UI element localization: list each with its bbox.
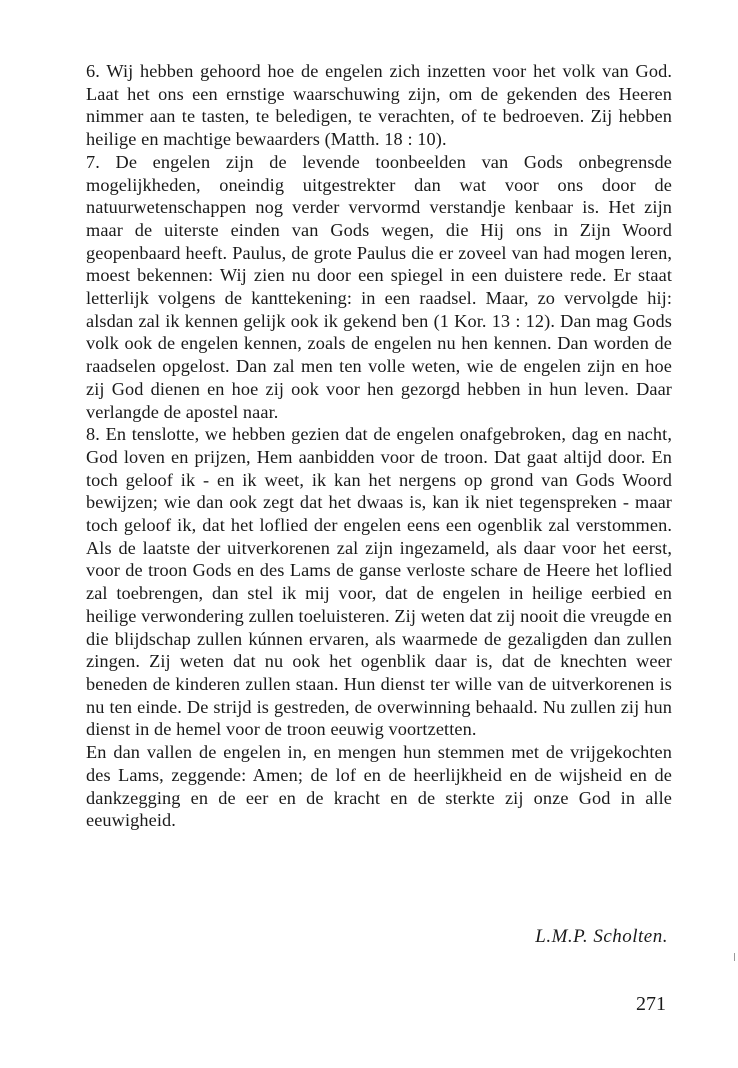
page-number: 271 [636,993,666,1015]
body-text [86,60,672,832]
paragraph-8: 8. En tenslotte, we hebben gezien dat de engelen onafgebroken, dag en nacht, God loven en prijzen, Hem aanbidden voor de troon. Dat gaat altijd door. En toch geloof ik - en ik weet, ik kan het nergens op grond van Gods Woord bewijzen; wie dan ook zegt dat het dwaas is, kan ik niet tegenspreken - maar toch geloof ik, dat het loflied der engelen eens een ogenblik zal verstommen. Als de laatste der uitverkorenen zal zijn ingezameld, als daar voor het eerst, voor de troon Gods en des Lams de ganse verloste schare de Heere het loflied zal toebrengen, dan stel ik mij voor, dat de engelen in heilige eerbied en heilige verwondering zullen toeluisteren. Zij weten dat zij nooit die vreugde en die blijdschap zullen kúnnen ervaren, als waarmede de gezaligden dan zullen zingen. Zij weten dat nu ook het ogenblik daar is, dat de knechten weer beneden de kinderen zullen staan. Hun dienst ter wille van de uitverkorenen is nu ten einde. De strijd is gestreden, de overwinning behaald. Nu zullen zij hun dienst in de hemel voor de troon eeuwig voortzetten. [86,424,672,740]
author-signature: L.M.P. Scholten. [535,926,668,947]
margin-mark [734,953,735,961]
paragraph-6: 6. Wij hebben gehoord hoe de engelen zich inzetten voor het volk van God. Laat het ons een ernstige waarschuwing zijn, om de gekenden des Heeren nimmer aan te tasten, te beledigen, te verachten, of te bedroeven. Zij hebben heilige en machtige bewaarders (Matth. 18 : 10). [86,61,672,150]
paragraph-closing: En dan vallen de engelen in, en mengen hun stemmen met de vrijgekochten des Lams, zeggende: Amen; de lof en de heerlijkheid en de wijsheid en de dankzegging en de eer en de kracht en de sterkte zij onze God in alle eeuwigheid. [86,742,672,831]
paragraph-7: 7. De engelen zijn de levende toonbeelden van Gods onbegrensde mogelijkheden, oneindig uitgestrekter dan wat voor ons door de natuurwetenschappen nog verder vervormd verstandje kenbaar is. Het zijn maar de uiterste einden van Gods wegen, die Hij ons in Zijn Woord geopenbaard heeft. Paulus, de grote Paulus die er zoveel van had mogen leren, moest bekennen: Wij zien nu door een spiegel in een duistere rede. Er staat letterlijk volgens de kanttekening: in een raadsel. Maar, zo vervolgde hij: alsdan zal ik kennen gelijk ook ik gekend ben (1 Kor. 13 : 12). Dan mag Gods volk ook de engelen kennen, zoals de engelen nu hen kennen. Dan worden de raadselen opgelost. Dan zal men ten volle weten, wie de engelen zijn en hoe zij God dienen en hoe zij ook voor hen gezorgd hebben in hun leven. Daar verlangde de apostel naar. [86,151,672,422]
